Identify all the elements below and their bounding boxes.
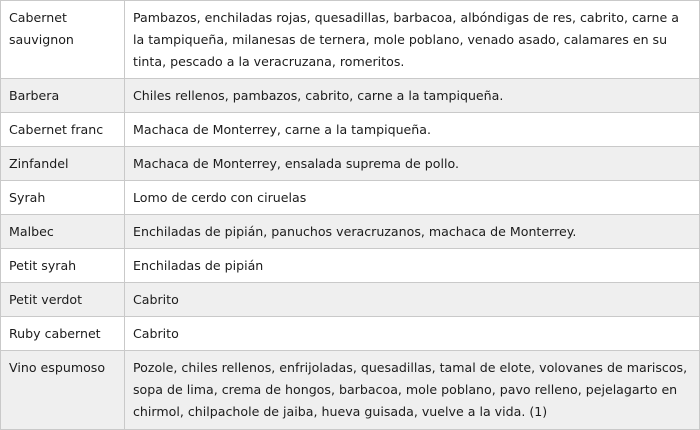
table-row <box>1 215 700 249</box>
wine-name-cell: Vino espumoso <box>1 351 125 430</box>
wine-name-cell: Barbera <box>1 79 125 113</box>
wine-name-cell: Zinfandel <box>1 147 125 181</box>
dish-list-cell: Pambazos, enchiladas rojas, quesadillas, barbacoa, albóndigas de res, cabrito, carne a la tampiqueña, milanesas de ternera, mole poblano, venado asado, calamares en su tinta, pescado a la veracruzana, romeritos. <box>125 1 700 79</box>
table-row <box>1 181 700 215</box>
dish-list-cell: Cabrito <box>125 317 700 351</box>
dish-list-cell: Enchiladas de pipián, panuchos veracruzanos, machaca de Monterrey. <box>125 215 700 249</box>
wine-name-cell: Cabernet sauvignon <box>1 1 125 79</box>
table-row <box>1 351 700 430</box>
table-row <box>1 1 700 79</box>
table-row <box>1 283 700 317</box>
dish-list-cell: Pozole, chiles rellenos, enfrijoladas, quesadillas, tamal de elote, volovanes de mariscos, sopa de lima, crema de hongos, barbacoa, mole poblano, pavo relleno, pejelagarto en chirmol, chilpachole de jaiba, hueva guisada, vuelve a la vida. (1) <box>125 351 700 430</box>
wine-name-cell: Cabernet franc <box>1 113 125 147</box>
table-row <box>1 249 700 283</box>
wine-name-cell: Petit syrah <box>1 249 125 283</box>
table-row <box>1 113 700 147</box>
table-row <box>1 147 700 181</box>
dish-list-cell: Machaca de Monterrey, ensalada suprema de pollo. <box>125 147 700 181</box>
wine-name-cell: Petit verdot <box>1 283 125 317</box>
dish-list-cell: Chiles rellenos, pambazos, cabrito, carne a la tampiqueña. <box>125 79 700 113</box>
wine-name-cell: Ruby cabernet <box>1 317 125 351</box>
table-row <box>1 79 700 113</box>
table-row <box>1 317 700 351</box>
dish-list-cell: Enchiladas de pipián <box>125 249 700 283</box>
wine-name-cell: Syrah <box>1 181 125 215</box>
dish-list-cell: Machaca de Monterrey, carne a la tampiqueña. <box>125 113 700 147</box>
dish-list-cell: Lomo de cerdo con ciruelas <box>125 181 700 215</box>
wine-name-cell: Malbec <box>1 215 125 249</box>
dish-list-cell: Cabrito <box>125 283 700 317</box>
